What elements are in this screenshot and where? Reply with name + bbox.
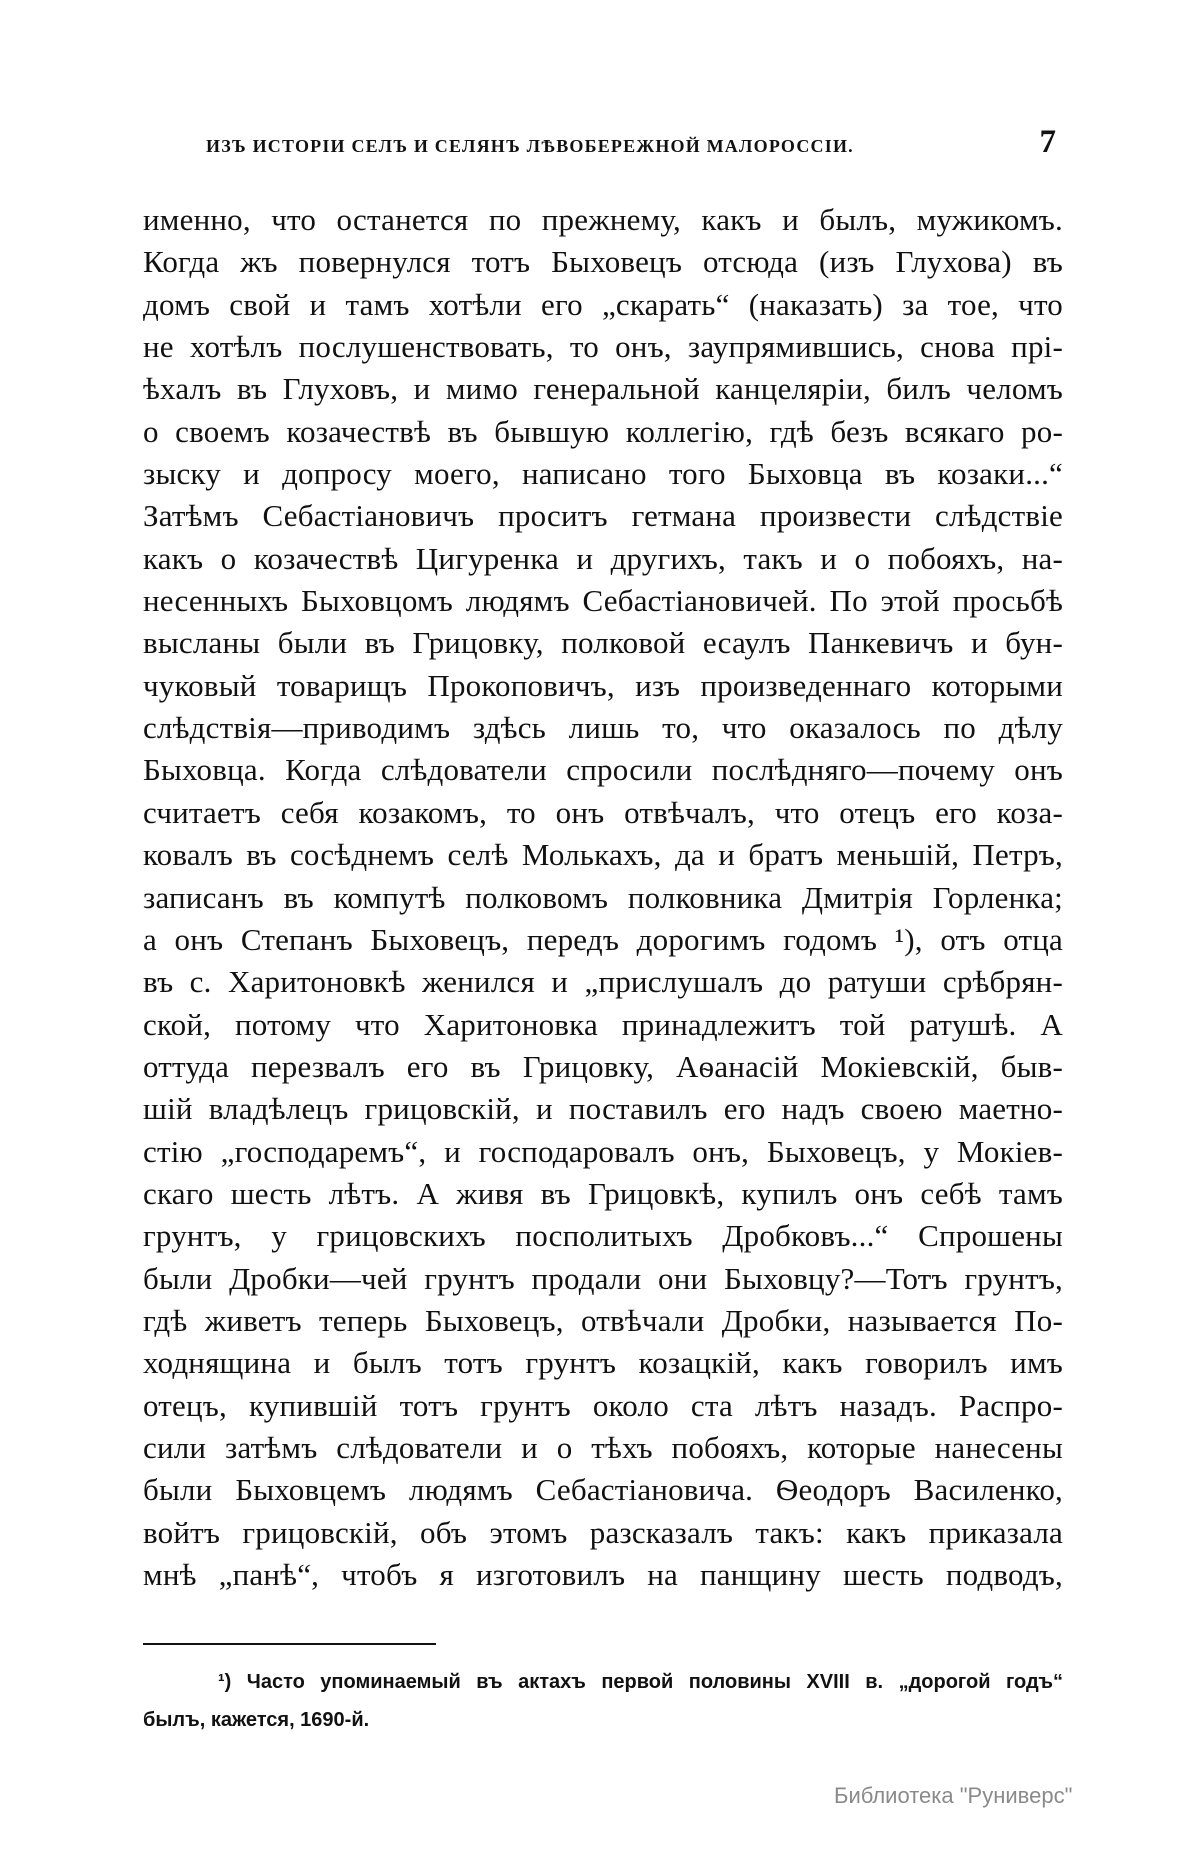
text-line: оттуда перезвалъ его въ Грицовку, Аѳанасій Мокіевскій, быв- [143,1048,1063,1084]
text-line: были Дробки—чей грунтъ продали они Быховцу?—Тотъ грунтъ, [143,1260,1063,1296]
text-line: Затѣмъ Себастіановичъ проситъ гетмана произвести слѣдствіе [143,498,1063,534]
text-line: какъ о козачествѣ Цигуренка и другихъ, такъ и о побояхъ, на- [143,540,1063,576]
text-line: ходнящина и былъ тотъ грунтъ козацкій, какъ говорилъ имъ [143,1345,1063,1381]
library-watermark: Библиотека "Руниверс" [834,1783,1073,1808]
text-line: высланы были въ Грицовку, полковой есаулъ Панкевичъ и бун- [143,625,1063,661]
footnote-line: былъ, кажется, 1690-й. [143,1709,370,1731]
footnote-line: ¹) Часто упоминаемый въ актахъ первой половины XVIII в. „дорогой годъ“ [218,1671,1063,1693]
text-line: стію „господаремъ“, и господаровалъ онъ, Быховецъ, у Мокіев- [143,1133,1063,1169]
text-line: чуковый товарищъ Прокоповичъ, изъ произведеннаго которыми [143,667,1063,703]
text-line: именно, что останется по прежнему, какъ и былъ, мужикомъ. [143,202,1063,237]
footnote-divider [143,1643,436,1645]
text-line: зыску и допросу моего, написано того Быховца въ козаки...“ [143,456,1063,492]
text-line: ковалъ въ сосѣднемъ селѣ Молькахъ, да и братъ меньшій, Петръ, [143,837,1063,873]
text-line: гдѣ живетъ теперь Быховецъ, отвѣчали Дробки, называется По- [143,1302,1063,1338]
text-line: считаетъ себя козакомъ, то онъ отвѣчалъ, что отецъ его коза- [143,794,1063,830]
text-line: несенныхъ Быховцомъ людямъ Себастіановичей. По этой просьбѣ [143,583,1063,619]
text-line: Быховца. Когда слѣдователи спросили послѣдняго—почему онъ [143,752,1063,788]
text-line: ѣхалъ въ Глуховъ, и мимо генеральной канцеляріи, билъ челомъ [143,371,1063,407]
running-head: ИЗЪ ИСТОРІИ СЕЛЪ И СЕЛЯНЪ ЛѢВОБЕРЕЖНОЙ МАЛОРОССІИ. [206,136,854,156]
text-line: скаго шесть лѣтъ. А живя въ Грицовкѣ, купилъ онъ себѣ тамъ [143,1175,1063,1211]
page-number: 7 [1039,124,1056,160]
text-line: записанъ въ компутѣ полковомъ полковника Дмитрія Горленка; [143,879,1063,915]
text-line: мнѣ „панѣ“, чтобъ я изготовилъ на панщину шесть подводъ, [143,1557,1063,1592]
text-line: слѣдствія—приводимъ здѣсь лишь то, что оказалось по дѣлу [143,710,1063,746]
text-line: о своемъ козачествѣ въ бывшую коллегію, гдѣ безъ всякаго ро- [143,413,1063,449]
text-line: были Быховцемъ людямъ Себастіановича. Ѳеодоръ Василенко, [143,1472,1063,1508]
text-line: ской, потому что Харитоновка принадлежитъ той ратушѣ. А [143,1006,1063,1042]
text-line: отецъ, купившій тотъ грунтъ около ста лѣтъ назадъ. Распро- [143,1387,1063,1423]
text-line: Когда жъ повернулся тотъ Быховецъ отсюда (изъ Глухова) въ [143,244,1063,280]
text-line: не хотѣлъ послушенствовать, то онъ, заупрямившись, снова прі- [143,329,1063,365]
text-line: шій владѣлецъ грицовскій, и поставилъ его надъ своею маетно- [143,1091,1063,1127]
text-line: домъ свой и тамъ хотѣли его „скарать“ (наказать) за тое, что [143,286,1063,322]
text-line: грунтъ, у грицовскихъ посполитыхъ Дробковъ...“ Спрошены [143,1218,1063,1254]
page-header [206,124,1056,164]
footnote [143,1663,1063,1739]
text-line: войтъ грицовскій, объ этомъ разсказалъ такъ: какъ приказала [143,1514,1063,1550]
text-line: въ с. Харитоновкѣ женился и „прислушалъ до ратуши срѣбрян- [143,964,1063,1000]
text-line: сили затѣмъ слѣдователи и о тѣхъ побояхъ, которые нанесены [143,1429,1063,1465]
body-text [143,199,1063,1596]
text-line: а онъ Степанъ Быховецъ, передъ дорогимъ годомъ ¹), отъ отца [143,921,1063,957]
